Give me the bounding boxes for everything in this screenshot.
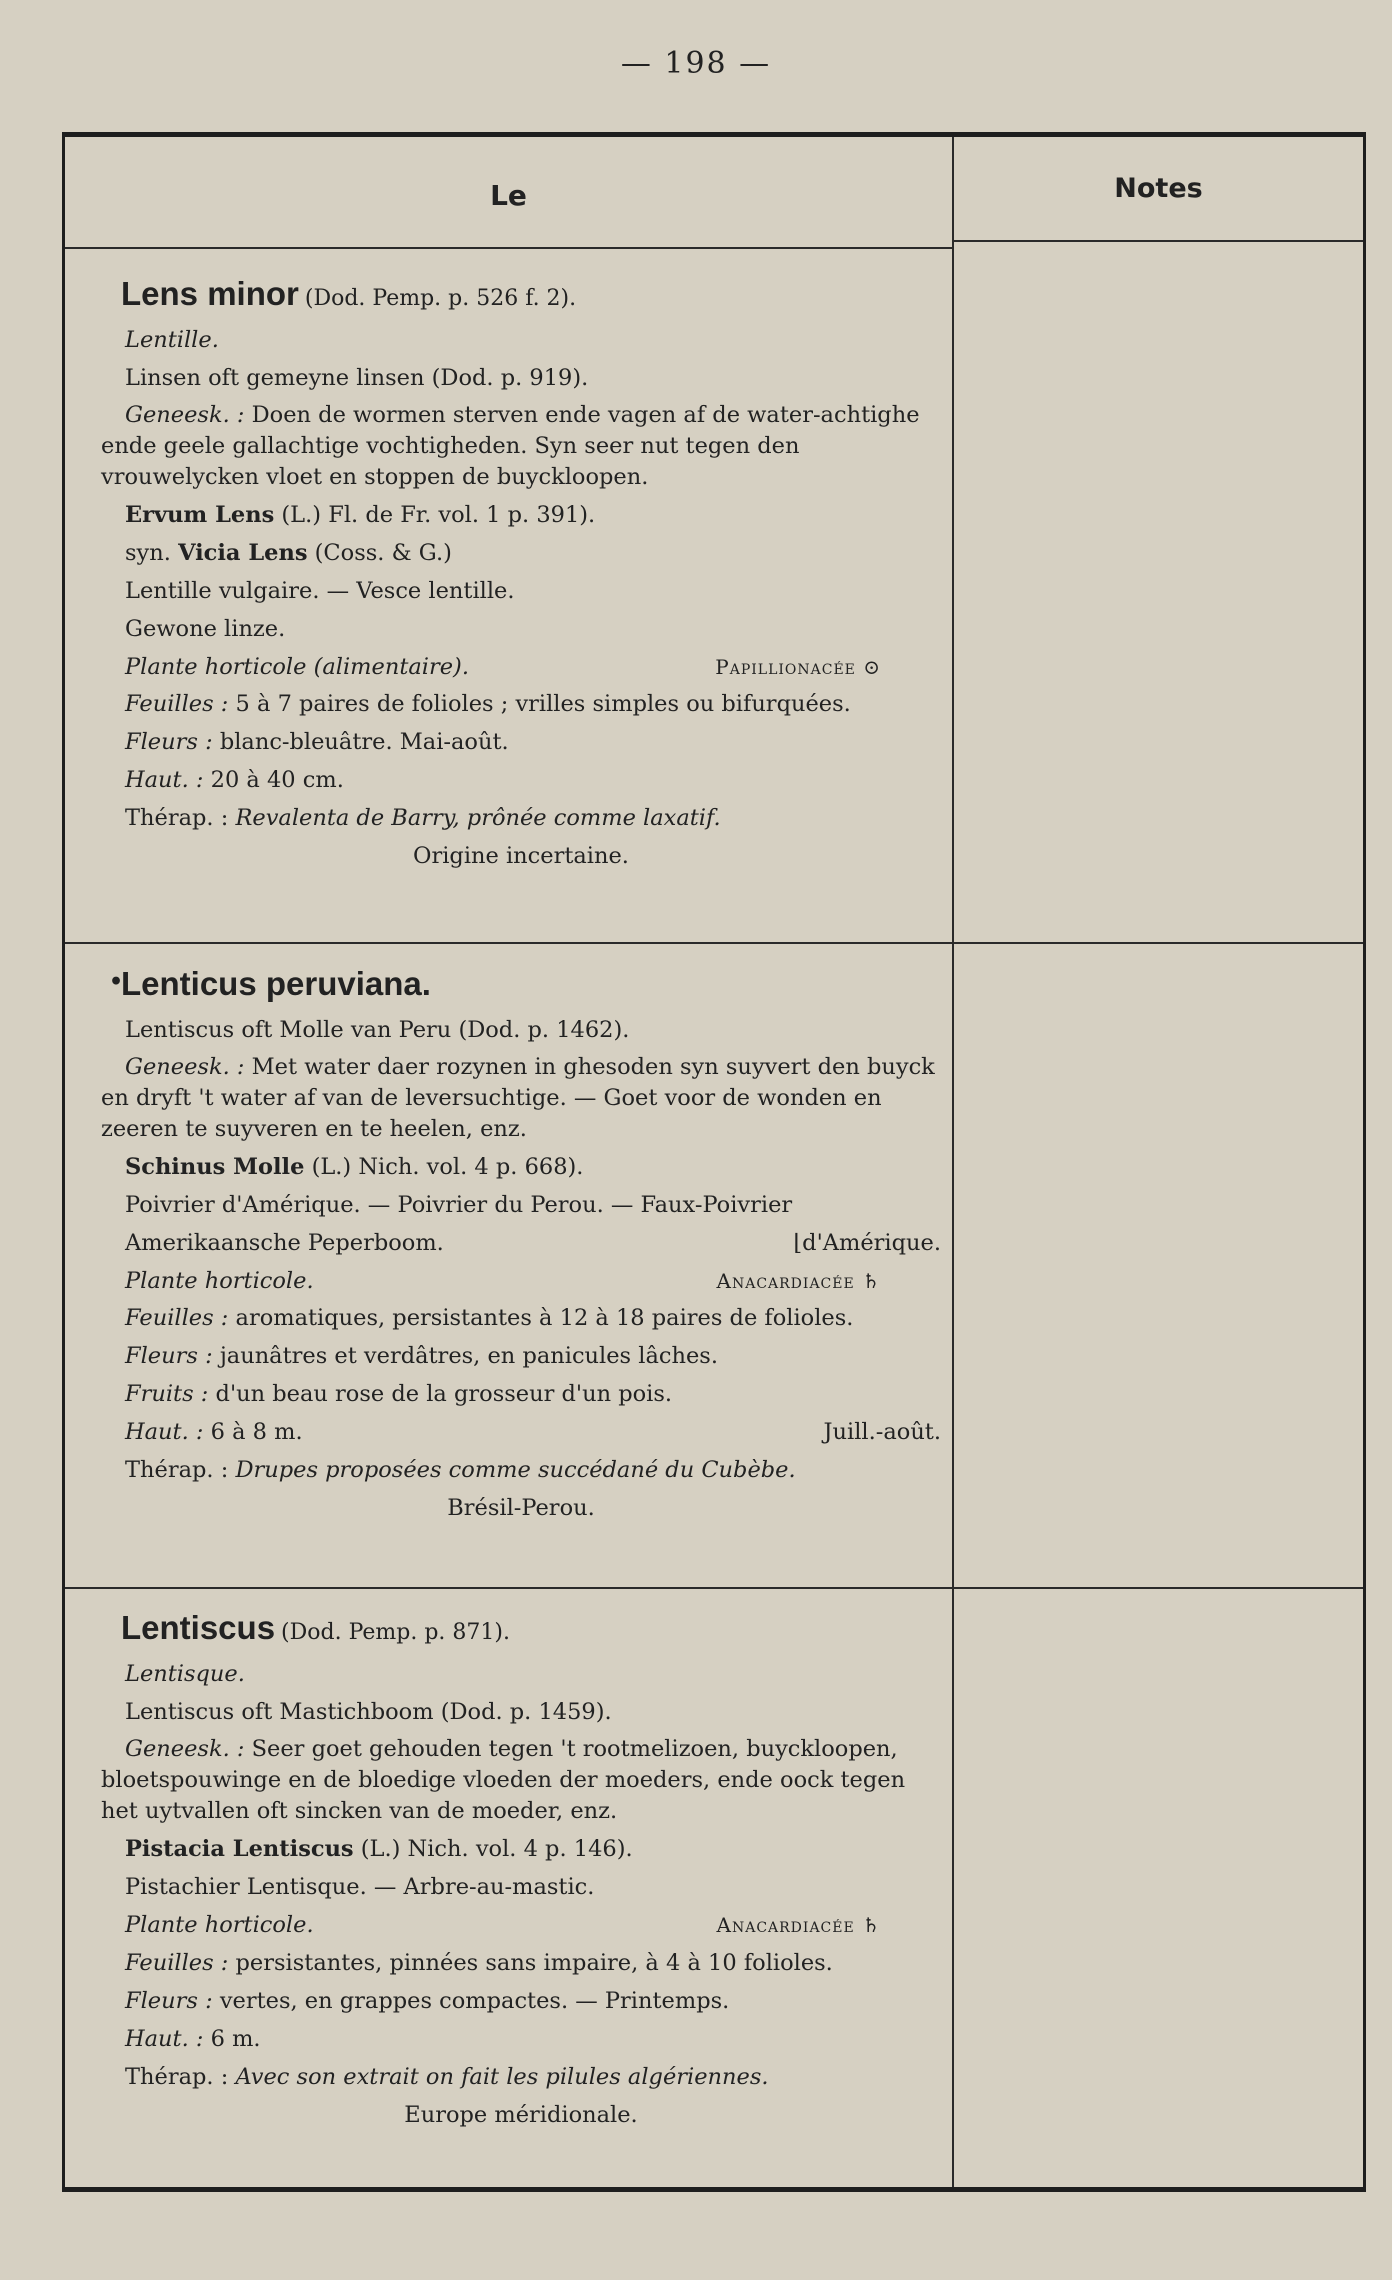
herbal-table <box>62 132 1366 2192</box>
vernacular-french: Poivrier d'Amérique. — Poivrier du Perou. — Faux-Poivrier <box>125 1192 793 1218</box>
flowers-line <box>125 1982 941 2020</box>
common-name: Lentisque. <box>125 1661 245 1687</box>
species-line <box>125 1830 941 1868</box>
height-label: Haut. : <box>125 2026 204 2052</box>
leaves-label: Feuilles : <box>125 1950 229 1976</box>
margin-bullet: • <box>109 969 124 995</box>
fruits-line <box>125 1375 941 1413</box>
species-reference: (L.) Nich. vol. 4 p. 668). <box>311 1154 584 1180</box>
use-line <box>125 1906 941 1944</box>
vernacular-line <box>125 1224 941 1262</box>
plant-use: Plante horticole. <box>125 1268 314 1294</box>
entry-title: Lentiscus <box>121 1609 276 1646</box>
notes-header-rule <box>954 240 1363 242</box>
vernacular-dutch: Amerikaansche Peperboom. <box>125 1230 444 1256</box>
therapy-label: Thérap. : <box>125 2064 229 2090</box>
synonym-label: syn. <box>125 540 171 566</box>
entry-reference: (Dod. Pemp. p. 526 f. 2). <box>304 286 577 311</box>
flowers-label: Fleurs : <box>125 1343 213 1369</box>
synonym-line <box>125 534 941 572</box>
height-text: 6 m. <box>210 2026 261 2052</box>
flowers-label: Fleurs : <box>125 729 213 755</box>
geneesk-paragraph <box>101 1731 941 1830</box>
leaves-text: aromatiques, persistantes à 12 à 18 paires de folioles. <box>235 1305 854 1331</box>
leaves-line <box>125 1944 941 1982</box>
fruits-label: Fruits : <box>125 1381 209 1407</box>
height-line <box>125 761 941 799</box>
entry-lentiscus <box>101 1601 941 2134</box>
leaves-line <box>101 686 941 723</box>
species-line <box>125 496 941 534</box>
use-line <box>125 648 941 686</box>
vernacular-french: Lentille vulgaire. — Vesce lentille. <box>125 578 515 604</box>
species-name: Ervum Lens <box>125 502 275 528</box>
flowers-line <box>125 1337 941 1375</box>
therapy-line <box>125 1451 941 1489</box>
plant-use: Plante horticole. <box>125 1912 314 1938</box>
therapy-label: Thérap. : <box>125 805 229 831</box>
therapy-line <box>125 799 941 837</box>
therapy-text: Avec son extrait on fait les pilules algériennes. <box>235 2064 769 2090</box>
plant-family: Anacardiacée ♄ <box>716 1269 881 1293</box>
species-reference: (L.) Fl. de Fr. vol. 1 p. 391). <box>281 502 596 528</box>
geneesk-label: Geneesk. : <box>125 402 245 428</box>
geneesk-text: Doen de wormen sterven ende vagen af de water-achtighe ende geele gallachtige vochtigheden. Syn seer nut tegen den vrouwelycken vloet en stoppen de buyckloopen. <box>101 402 920 490</box>
use-line <box>125 1262 941 1300</box>
geneesk-paragraph <box>101 1049 941 1148</box>
synonym-reference: (Coss. & G.) <box>314 540 452 566</box>
species-line <box>125 1148 941 1186</box>
species-name: Pistacia Lentiscus <box>125 1836 354 1862</box>
leaves-label: Feuilles : <box>125 691 229 717</box>
geneesk-text: Met water daer rozynen in ghesoden syn suyvert den buyck en dryft 't water af van de leversuchtige. — Goet voor de wonden en zeeren te suyveren en te heelen, enz. <box>101 1054 935 1142</box>
entry-lenticus-peruviana <box>101 957 941 1527</box>
column-divider <box>952 137 954 2187</box>
origin: Europe méridionale. <box>404 2102 638 2128</box>
therapy-line <box>125 2058 941 2096</box>
height-line <box>125 2020 941 2058</box>
column-header-notes: Notes <box>1114 173 1203 204</box>
leaves-label: Feuilles : <box>125 1305 229 1331</box>
flowers-line <box>125 723 941 761</box>
entry-lens-minor <box>101 267 941 875</box>
common-name: Lentille. <box>125 327 219 353</box>
synonym-name: Vicia Lens <box>178 540 308 566</box>
species-name: Schinus Molle <box>125 1154 305 1180</box>
entry-reference: (Dod. Pemp. p. 871). <box>281 1620 510 1645</box>
column-header-le: Le <box>490 179 527 212</box>
geneesk-label: Geneesk. : <box>125 1736 245 1762</box>
height-label: Haut. : <box>125 767 204 793</box>
page-number: — 198 — <box>620 46 772 81</box>
therapy-text: Drupes proposées comme succédané du Cubèbe. <box>235 1457 796 1483</box>
geneesk-text: Seer goet gehouden tegen 't rootmelizoen, buyckloopen, bloetspouwinge en de bloedige vloeden der moeders, ende oock tegen het uytvallen oft sincken van de moeder, enz. <box>101 1736 906 1824</box>
height-text: 20 à 40 cm. <box>210 767 344 793</box>
therapy-text: Revalenta de Barry, prônée comme laxatif. <box>235 805 721 831</box>
flowers-label: Fleurs : <box>125 1988 213 2014</box>
height-line <box>125 1413 941 1451</box>
species-reference: (L.) Nich. vol. 4 p. 146). <box>360 1836 633 1862</box>
plant-family: Papillionacée ⊙ <box>715 655 881 679</box>
leaves-line <box>101 1300 941 1337</box>
entry-separator <box>65 942 952 944</box>
entry-separator <box>65 1587 952 1589</box>
leaves-text: persistantes, pinnées sans impaire, à 4 à 10 folioles. <box>235 1950 833 1976</box>
flowers-text: vertes, en grappes compactes. — Printemps. <box>219 1988 730 2014</box>
height-text: 6 à 8 m. <box>210 1419 303 1445</box>
height-label: Haut. : <box>125 1419 204 1445</box>
vernacular-french: Pistachier Lentisque. — Arbre-au-mastic. <box>125 1874 595 1900</box>
flowers-text: jaunâtres et verdâtres, en panicules lâches. <box>219 1343 718 1369</box>
vernacular-dutch: Gewone linze. <box>125 616 286 642</box>
fruits-text: d'un beau rose de la grosseur d'un pois. <box>215 1381 673 1407</box>
therapy-label: Thérap. : <box>125 1457 229 1483</box>
entry-title: Lens minor <box>121 275 299 312</box>
geneesk-label: Geneesk. : <box>125 1054 245 1080</box>
plant-use: Plante horticole (alimentaire). <box>125 654 469 680</box>
bloom-period: Juill.-août. <box>823 1419 941 1445</box>
plant-family: Anacardiacée ♄ <box>716 1913 881 1937</box>
leaves-text: 5 à 7 paires de folioles ; vrilles simples ou bifurquées. <box>235 691 851 717</box>
entry-title: Lenticus peruviana. <box>121 965 431 1002</box>
dutch-name: Lentiscus oft Mastichboom (Dod. p. 1459). <box>125 1699 612 1725</box>
header-rule <box>65 247 952 249</box>
notes-separator <box>954 1587 1363 1589</box>
notes-separator <box>954 942 1363 944</box>
origin: Brésil-Perou. <box>447 1495 595 1521</box>
geneesk-paragraph <box>101 397 941 496</box>
origin: Origine incertaine. <box>413 843 629 869</box>
dutch-name: Linsen oft gemeyne linsen (Dod. p. 919). <box>125 365 589 391</box>
flowers-text: blanc-bleuâtre. Mai-août. <box>219 729 509 755</box>
vernacular-french-cont: ⌊d'Amérique. <box>793 1230 941 1256</box>
dutch-name: Lentiscus oft Molle van Peru (Dod. p. 1462). <box>125 1017 630 1043</box>
